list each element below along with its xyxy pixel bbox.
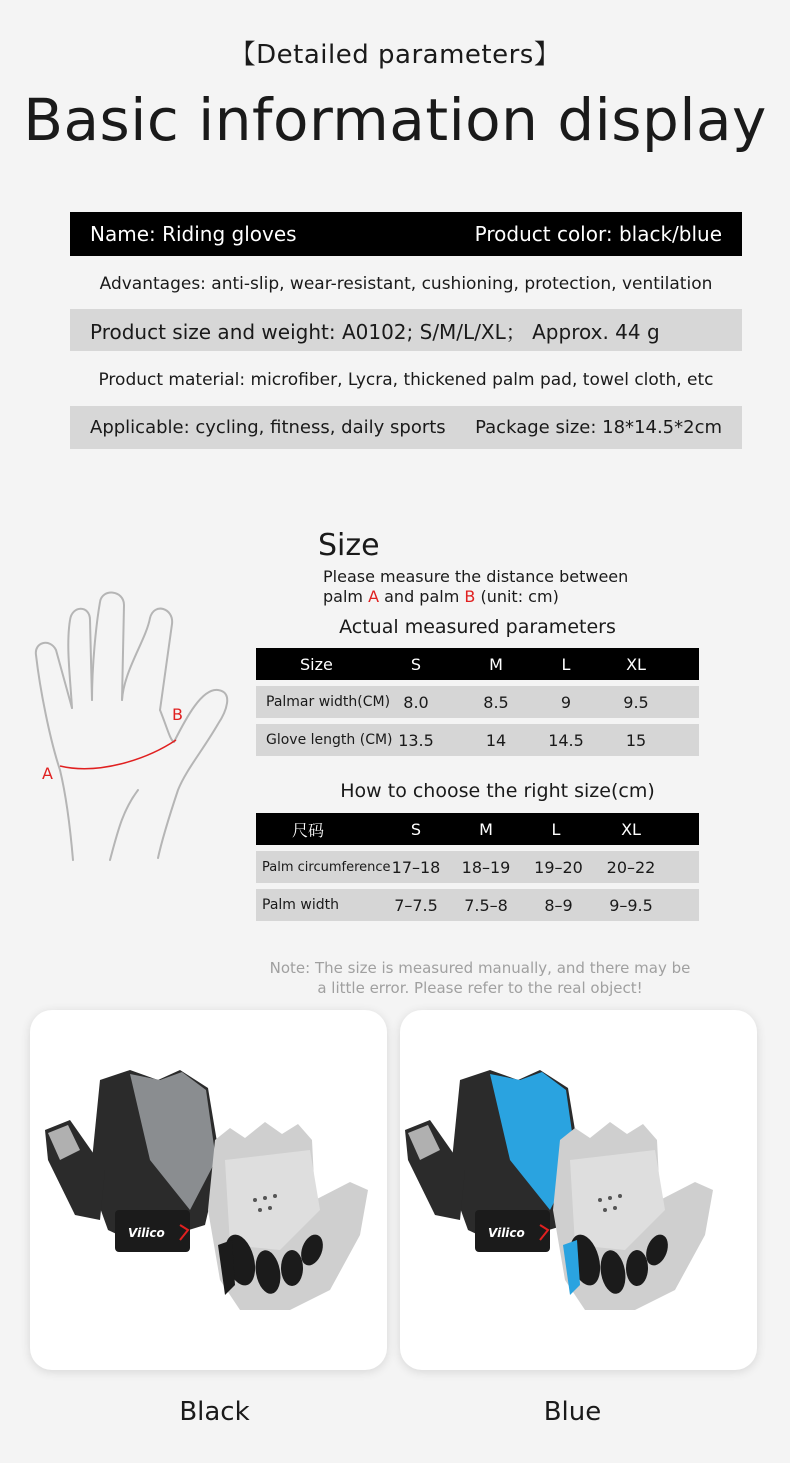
page-title: Basic information display xyxy=(23,86,767,154)
table-row: Palmar width(CM) 8.0 8.5 9 9.5 xyxy=(256,686,699,718)
section-bracket-title: 【Detailed parameters】 xyxy=(229,40,561,70)
table-row: Palm width 7–7.5 7.5–8 8–9 9–9.5 xyxy=(256,889,699,921)
size-heading: Size xyxy=(318,528,380,563)
product-name: Name: Riding gloves xyxy=(90,222,297,246)
info-bar-applicable xyxy=(70,406,742,449)
hand-label-a: A xyxy=(42,764,53,783)
table-row: Palm circumference 17–18 18–19 19–20 20–22 xyxy=(256,851,699,883)
size-description xyxy=(323,567,628,607)
product-applicable: Applicable: cycling, fitness, daily sports xyxy=(90,417,446,438)
product-label-blue: Blue xyxy=(543,1397,602,1427)
size-guide-table xyxy=(256,813,699,921)
brand-logo: Vilico xyxy=(128,1226,165,1240)
product-advantages: Advantages: anti-slip, wear-resistant, cushioning, protection, ventilation xyxy=(99,274,713,294)
glove-image-blue xyxy=(400,1010,757,1370)
product-size-weight: Product size and weight: A0102; S/M/L/XL； Approx. 44 g xyxy=(90,319,660,344)
hand-label-b: B xyxy=(172,705,183,724)
product-card-black[interactable] xyxy=(30,1010,387,1370)
product-material: Product material: microfiber, Lycra, thickened palm pad, towel cloth, etc xyxy=(98,370,714,390)
measured-parameters-table xyxy=(256,648,699,756)
product-color: Product color: black/blue xyxy=(474,222,722,246)
size-desc-line1: Please measure the distance between xyxy=(323,567,629,586)
glove-image-black xyxy=(30,1010,387,1370)
product-card-blue[interactable] xyxy=(400,1010,757,1370)
table-row: Glove length (CM) 13.5 14 14.5 15 xyxy=(256,724,699,756)
table1-caption: Actual measured parameters xyxy=(339,616,616,638)
info-bar-size-weight xyxy=(70,309,742,351)
brand-logo: Vilico xyxy=(488,1226,525,1240)
table2-caption: How to choose the right size(cm) xyxy=(340,780,655,802)
product-label-black: Black xyxy=(179,1397,250,1427)
table-header-row: Size S M L XL xyxy=(256,648,699,680)
label-b: B xyxy=(464,587,476,606)
hand-outline-illustration xyxy=(28,590,248,865)
size-desc-line2: palm A and palm B (unit: cm) xyxy=(323,587,559,606)
label-a: A xyxy=(368,587,380,606)
package-size: Package size: 18*14.5*2cm xyxy=(475,417,722,438)
measurement-note: Note: The size is measured manually, and there may be a little error. Please refer to the real object! xyxy=(269,959,691,997)
info-bar-name-color xyxy=(70,212,742,256)
table-header-row: 尺码 S M L XL xyxy=(256,813,699,845)
